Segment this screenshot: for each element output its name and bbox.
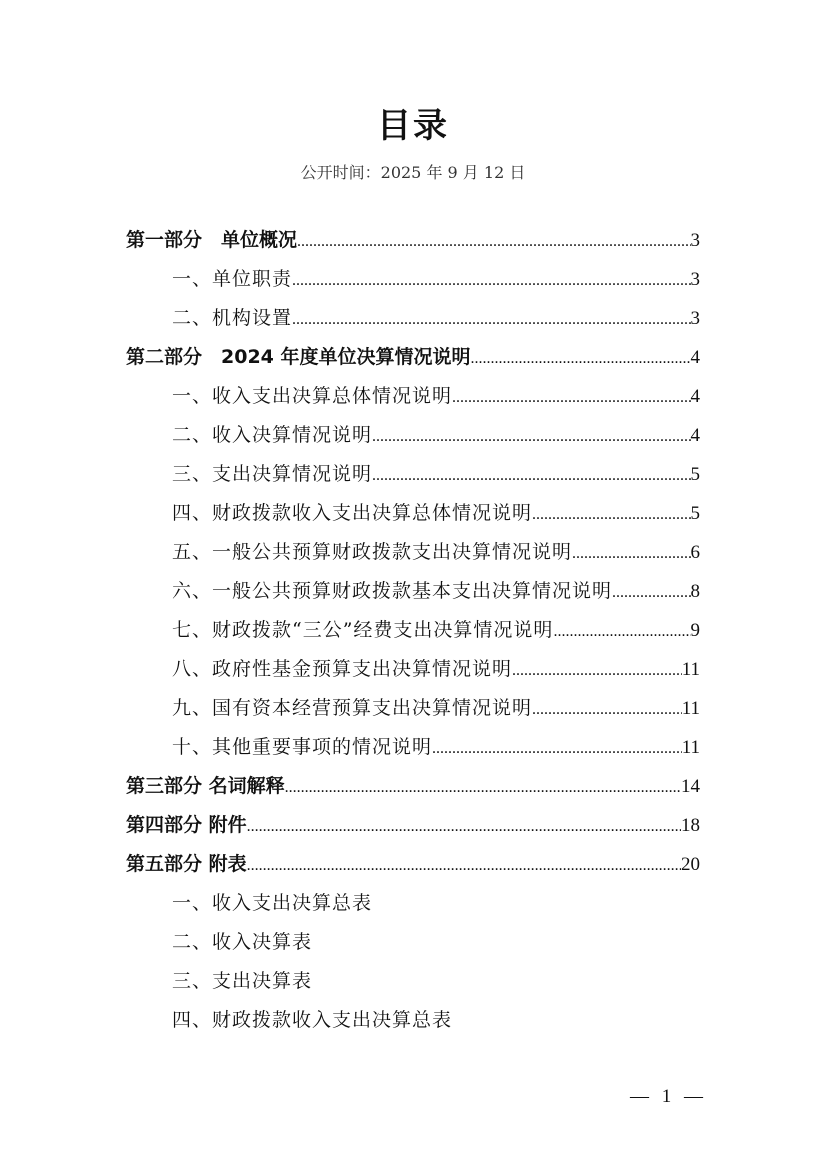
toc-leader-dots bbox=[512, 651, 682, 690]
toc-entry-label: 十、其他重要事项的情况说明 bbox=[172, 736, 433, 758]
toc-entry[interactable] bbox=[126, 806, 700, 845]
toc-entry-page: 4 bbox=[690, 386, 700, 407]
toc-entry-page: 9 bbox=[690, 620, 700, 641]
toc-leader-dots bbox=[247, 846, 681, 885]
page-number-footer: — 1 — bbox=[630, 1086, 707, 1107]
toc-entry-label: 第二部分 2024 年度单位决算情况说明 bbox=[126, 346, 471, 368]
toc-entry-page: 3 bbox=[690, 230, 700, 251]
toc-leader-dots bbox=[612, 573, 690, 612]
toc-entry-page: 6 bbox=[690, 542, 700, 563]
toc-entry[interactable] bbox=[172, 455, 700, 494]
toc-entry-page: 4 bbox=[690, 425, 700, 446]
toc-entry[interactable] bbox=[126, 338, 700, 377]
document-title: 目录 bbox=[377, 106, 449, 146]
toc-leader-dots bbox=[452, 378, 690, 417]
toc-entry-label: 五、一般公共预算财政拨款支出决算情况说明 bbox=[172, 541, 573, 563]
toc-entry[interactable] bbox=[172, 689, 700, 728]
toc-entry[interactable] bbox=[126, 845, 700, 884]
toc-entry-label: 四、财政拨款收入支出决算总体情况说明 bbox=[172, 502, 533, 524]
toc-entry-label: 二、收入决算情况说明 bbox=[172, 424, 373, 446]
toc-leader-dots bbox=[553, 612, 690, 651]
toc-entry-label: 三、支出决算情况说明 bbox=[172, 463, 373, 485]
toc-entry-label: 第五部分 附表 bbox=[126, 853, 247, 875]
toc-entry-page: 3 bbox=[690, 269, 700, 290]
toc-entry[interactable] bbox=[172, 494, 700, 533]
toc-entry-label: 第四部分 附件 bbox=[126, 814, 247, 836]
toc-entry-label: 二、机构设置 bbox=[172, 307, 293, 329]
toc-entry-page: 20 bbox=[681, 854, 700, 875]
toc-entry-page: 3 bbox=[690, 308, 700, 329]
toc-entry[interactable] bbox=[126, 767, 700, 806]
toc-entry[interactable] bbox=[172, 650, 700, 689]
toc-entry[interactable] bbox=[172, 884, 700, 923]
toc-leader-dots bbox=[292, 300, 690, 339]
toc-entry[interactable] bbox=[172, 260, 700, 299]
toc-entry-label: 七、财政拨款“三公”经费支出决算情况说明 bbox=[172, 619, 554, 641]
toc-entry-label: 四、财政拨款收入支出决算总表 bbox=[172, 1009, 453, 1031]
toc-entry-label: 一、单位职责 bbox=[172, 268, 293, 290]
toc-entry-page: 18 bbox=[681, 815, 700, 836]
toc-entry[interactable] bbox=[172, 299, 700, 338]
toc-entry-label: 第一部分 单位概况 bbox=[126, 229, 298, 251]
toc-entry-label: 九、国有资本经营预算支出决算情况说明 bbox=[172, 697, 533, 719]
toc-entry-page: 8 bbox=[690, 581, 700, 602]
toc-leader-dots bbox=[372, 456, 690, 495]
toc-entry-page: 14 bbox=[681, 776, 700, 797]
toc-entry-page: 4 bbox=[690, 347, 700, 368]
toc-entry-page: 5 bbox=[690, 464, 700, 485]
toc-entry[interactable] bbox=[172, 416, 700, 455]
toc-leader-dots bbox=[372, 417, 690, 456]
toc-entry[interactable] bbox=[172, 1001, 700, 1040]
toc-entry-label: 三、支出决算表 bbox=[172, 970, 313, 992]
toc-entry-label: 八、政府性基金预算支出决算情况说明 bbox=[172, 658, 513, 680]
toc-entry[interactable] bbox=[172, 728, 700, 767]
toc-entry-label: 一、收入支出决算总体情况说明 bbox=[172, 385, 453, 407]
toc-entry-label: 六、一般公共预算财政拨款基本支出决算情况说明 bbox=[172, 580, 613, 602]
toc-leader-dots bbox=[471, 339, 691, 378]
publish-date: 公开时间：2025 年 9 月 12 日 bbox=[300, 163, 526, 182]
toc-entry-label: 一、收入支出决算总表 bbox=[172, 892, 373, 914]
toc-entry[interactable] bbox=[172, 962, 700, 1001]
toc-leader-dots bbox=[292, 261, 690, 300]
toc-entry-page: 11 bbox=[681, 698, 700, 719]
toc-entry[interactable] bbox=[172, 611, 700, 650]
toc-leader-dots bbox=[532, 495, 690, 534]
toc-entry[interactable] bbox=[126, 221, 700, 260]
toc-leader-dots bbox=[247, 807, 681, 846]
toc-entry[interactable] bbox=[172, 572, 700, 611]
toc-entry[interactable] bbox=[172, 533, 700, 572]
toc-entry-page: 5 bbox=[690, 503, 700, 524]
toc-leader-dots bbox=[285, 768, 681, 807]
toc-leader-dots bbox=[297, 222, 690, 261]
toc-entry[interactable] bbox=[172, 377, 700, 416]
toc-entry-label: 第三部分 名词解释 bbox=[126, 775, 285, 797]
toc-leader-dots bbox=[572, 534, 690, 573]
toc-entry-page: 11 bbox=[681, 659, 700, 680]
toc-leader-dots bbox=[532, 690, 682, 729]
toc-entry-page: 11 bbox=[681, 737, 700, 758]
toc-leader-dots bbox=[432, 729, 682, 768]
toc-entry-label: 二、收入决算表 bbox=[172, 931, 313, 953]
toc-entry[interactable] bbox=[172, 923, 700, 962]
